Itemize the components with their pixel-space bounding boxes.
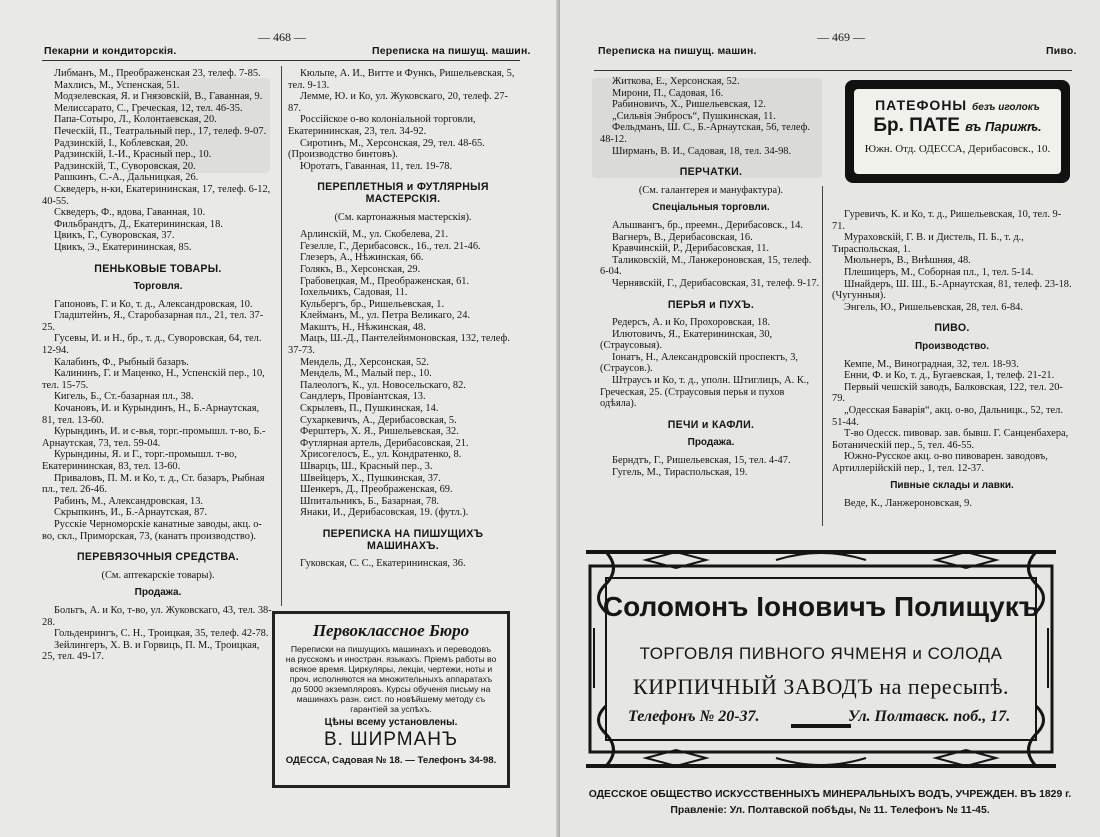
directory-entry: Илютовичъ, Я., Екатерининская, 30, (Страусовыя).	[600, 328, 773, 352]
ad-patefon-panel	[854, 89, 1061, 174]
directory-entry: Сухаркевичъ, А., Дерибасовская, 5.	[300, 414, 457, 426]
directory-entry: Кюльпе, А. И., Витте и Функъ, Ришельевская, 5, тел. 9-13.	[288, 68, 515, 91]
directory-entry: Т-во Одесск. пивовар. зав. бывш. Г. Санценбахера, Ботаническій пер., 5, тел. 46-55.	[832, 428, 1069, 451]
right-column-2	[832, 209, 1072, 510]
directory-entry: Шварцъ, Ш., Красный пер., 3.	[300, 461, 433, 472]
directory-entry: Ширманъ, В. И., Садовая, 18, тел. 34-98.	[612, 145, 792, 157]
ad-patefon-subtitle: безъ иголокъ	[972, 102, 1040, 113]
directory-entry: Мирони, П., Садовая, 16.	[612, 87, 724, 99]
directory-entry: „Сильвія Энбросъ“, Пушкинская, 11.	[612, 110, 776, 122]
directory-entry: Больтъ, А. и Ко, т-во, ул. Жуковскаго, 43, тел. 38-28.	[42, 604, 272, 628]
directory-entry: Гусевы, И. и Н., бр., т. д., Суворовская, 64, тел. 12-94.	[42, 333, 262, 357]
cross-reference-note: (См. картонажныя мастерскія).	[334, 211, 472, 223]
directory-entry: „Одесская Баварія“, акц. о-во, Дальницк., 52, тел. 51-44.	[832, 404, 1063, 428]
subsection-heading: Продажа.	[687, 437, 735, 449]
right-column-1	[600, 76, 822, 478]
directory-entry: Берндтъ, Г., Ришельевская, 15, тел. 4-47.	[612, 455, 791, 467]
directory-entry: Скведеръ, Ф., вдова, Гаванная, 10.	[54, 207, 206, 219]
left-column-2	[288, 68, 518, 570]
directory-entry: Скрыпкинъ, И., Б.-Арнаутская, 87.	[54, 507, 208, 519]
directory-entry: Сиротинъ, М., Херсонская, 29, тел. 48-65. (Производство бинтовъ).	[288, 137, 485, 161]
footer-line-1: ОДЕССКОЕ ОБЩЕСТВО ИСКУССТВЕННЫХЪ МИНЕРАЛЬНЫХЪ ВОДЪ, УЧРЕЖДЕН. ВЪ 1829 г.	[588, 789, 1072, 800]
header-rule	[42, 60, 520, 61]
directory-entry: Іонатъ, Н., Александровскій проспектъ, 3, (Страусов.).	[600, 351, 799, 375]
directory-entry: Курындины, Я. и Г., торг.-промышл. т-во, Екатерининская, 83, тел. 13-60.	[42, 449, 237, 472]
directory-entry: Штраусъ и Ко, т. д., уполн. Штиглицъ, А. К., Греческая, 25. (Страусовыя перья и пухов одѣяла).	[600, 375, 809, 410]
directory-entry: Кочановъ, И. и Курындинъ, Н., Б.-Арнаутская, 81, тел. 13-60.	[42, 403, 260, 426]
directory-entry: Сандлеръ, Провіантская, 13.	[300, 391, 426, 403]
directory-entry: Мацъ, Ш.-Д., Пантелейнмоновская, 132, телеф. 37-73.	[288, 333, 510, 357]
directory-entry: Альшвангъ, бр., преемн., Дерибасовск., 14.	[612, 219, 803, 231]
directory-entry: Цвикъ, Г., Суворовская, 37.	[54, 230, 175, 242]
directory-entry: Кемпе, М., Виноградная, 32, тел. 18-93.	[844, 358, 1019, 370]
section-heading: ПЕРЕПИСКА НА ПИШУЩИХЪ МАШИНАХЪ.	[322, 527, 484, 552]
subsection-heading: Производство.	[914, 340, 990, 352]
ad-polishuk-address: Ул. Полтавск. поб., 17.	[848, 708, 1011, 725]
column-divider	[281, 66, 282, 606]
section-heading: ПЕРЕПЛЕТНЫЯ и ФУТЛЯРНЫЯ МАСТЕРСКІЯ.	[317, 181, 489, 205]
directory-entry: Цвикъ, Э., Екатерининская, 85.	[54, 241, 192, 253]
directory-entry: Шенкеръ, Д., Преображенская, 69.	[300, 484, 453, 496]
directory-entry: Радзинскій, І.-И., Красный пер., 10.	[54, 149, 212, 161]
directory-entry: Глезеръ, А., Нѣжинская, 66.	[300, 252, 424, 264]
directory-entry: Лемме, Ю. и Ко, ул. Жуковскаго, 20, телеф. 27-87.	[288, 91, 509, 114]
subsection-heading: Пивные склады и лавки.	[890, 480, 1014, 492]
section-heading: ПЕЧИ и КАФЛИ.	[667, 418, 755, 431]
directory-entry: Зейлингеръ, Х. В. и Горвицъ, П. М., Троицкая, 25, тел. 49-17.	[42, 639, 260, 663]
directory-entry: Кравчинскій, Р., Дерибасовская, 11.	[612, 243, 769, 255]
directory-entry: Скведеръ, н-ки, Екатерининская, 17, телеф. 6-12, 40-55.	[42, 183, 271, 207]
directory-entry: Фельдманъ, Ш. С., Б.-Арнаутская, 56, телеф. 48-12.	[600, 122, 810, 145]
directory-entry: Фильбрандтъ, Д., Екатерининская, 18.	[54, 218, 223, 230]
ad-shirman	[272, 611, 510, 788]
ad-polishuk-trade: ТОРГОВЛЯ ПИВНОГО ЯЧМЕНЯ и СОЛОДА	[639, 644, 1003, 663]
ad-patefon	[845, 80, 1070, 183]
running-header-left: Пекарни и кондиторскія.	[44, 45, 177, 57]
directory-entry: Шнайдеръ, Ш. Ш., Б.-Арнаутская, 81, телеф. 23-18. (Чугунныя).	[832, 278, 1072, 302]
directory-entry: Веде, К., Ланжероновская, 9.	[844, 498, 972, 510]
cross-reference-note: (См. аптекарскіе товары).	[101, 569, 215, 581]
directory-entry: Рабиновичъ, Х., Ришельевская, 12.	[612, 99, 766, 111]
directory-entry: Рашкинъ, С.-А., Дальницкая, 26.	[54, 172, 199, 184]
ad-patefon-line2	[854, 115, 1061, 137]
directory-entry: Іохельчикъ, Садовая, 11.	[300, 287, 408, 299]
directory-entry: Калабинъ, Ф., Рыбный базаръ.	[54, 356, 189, 368]
footer-line-2: Правленіе: Ул. Полтавской побѣды, № 11. Телефонъ № 11-45.	[670, 805, 990, 816]
ad-polishuk-phone: Телефонъ № 20-37.	[628, 708, 760, 725]
directory-entry: Мендель, Д., Херсонская, 52.	[300, 356, 429, 368]
subsection-heading: Спеціальныя торговли.	[652, 202, 770, 214]
directory-entry: Клейманъ, М., ул. Петра Великаго, 24.	[300, 310, 471, 322]
running-header-right: Пиво.	[1046, 45, 1077, 57]
ad-shirman-name: В. ШИРМАНЪ	[323, 729, 459, 750]
directory-entry: Южно-Русское акц. о-во пивоварен. заводовъ, Артиллерійскій пер., 1, тел. 12-37.	[832, 451, 1048, 474]
directory-entry: Хрисогелосъ, Е., ул. Кондратенко, 8.	[300, 449, 462, 461]
directory-entry: Приваловъ, П. М. и Ко, т. д., Ст. базаръ, Рыбная пл., тел. 26-46.	[42, 472, 265, 496]
header-rule	[594, 70, 1072, 71]
directory-entry: Гуковская, С. С., Екатерининская, 36.	[300, 558, 466, 570]
directory-entry: Мелиссарато, С., Греческая, 12, тел. 46-35.	[54, 102, 243, 114]
directory-entry: Ферштеръ, Х. Я., Ришельевская, 32.	[300, 426, 459, 438]
directory-entry: Чернявскій, Г., Дерибасовская, 31, телеф. 9-17.	[612, 277, 820, 289]
directory-entry: Скрылевъ, П., Пушкинская, 14.	[300, 403, 439, 415]
directory-entry: Арлинскій, М., ул. Скобелева, 21.	[300, 229, 449, 241]
section-heading: ПЕРЧАТКИ.	[679, 166, 743, 179]
running-header-left: Переписка на пишущ. машин.	[598, 45, 757, 57]
ad-patefon-address: Южн. Отд. ОДЕССА, Дерибасовск., 10.	[864, 143, 1051, 155]
running-header-right: Переписка на пишущ. машин.	[372, 45, 531, 57]
directory-entry: Кигель, Б., Ст.-базарная пл., 38.	[54, 391, 194, 403]
ad-polishuk-name: Соломонъ Іоновичъ Полищукъ	[602, 591, 1040, 622]
ad-patefon-title: ПАТЕФОНЫ	[875, 97, 968, 113]
directory-entry: Модзелевская, Я. и Гнязовскій, В., Гаванная, 9.	[54, 91, 263, 103]
directory-entry: Редерсъ, А. и Ко, Прохоровская, 18.	[612, 317, 770, 329]
directory-entry: Шпитальникъ, Б., Базарная, 78.	[300, 495, 440, 507]
ad-patefon-line1	[854, 97, 1061, 113]
directory-entry: Гезелле, Г., Дерибасовск., 16., тел. 21-46.	[300, 240, 481, 252]
directory-entry: Гуревичъ, К. и Ко, т. д., Ришельевская, 10, тел. 9-71.	[832, 209, 1062, 232]
directory-entry: Рабинъ, М., Александровская, 13.	[54, 495, 203, 507]
directory-entry: Калининъ, Г. и Маценко, Н., Успенскій пер., 10, тел. 15-75.	[42, 368, 265, 391]
directory-entry: Палеологъ, К., ул. Новосельскаго, 82.	[300, 379, 466, 391]
ad-polishuk	[586, 548, 1056, 770]
ad-shirman-body: Переписки на пишущихъ машинахъ и переводовъ на русскомъ и иностран. языкахъ. Пріемъ работы во всякое время. Циркуляры, лекціи, чертежи, ноты и проч. исполняются на множительныхъ аппаратахъ до 5000 экземпляровъ. Курсы обученія письму на машинахъ разн. сист. по новѣйшему методу съ гарантіей за успѣхъ.	[285, 644, 497, 714]
directory-entry: Россійское о-во колоніальной торговли, Екатерининская, 23, тел. 34-92.	[288, 114, 476, 137]
directory-entry: Кульбергъ, бр., Ришельевская, 1.	[300, 298, 445, 310]
directory-entry: Гольденрингъ, С. Н., Троицкая, 35, телеф. 42-78.	[54, 628, 269, 640]
directory-entry: Мюльнеръ, В., Внѣшняя, 48.	[844, 255, 971, 267]
directory-entry: Футлярная артель, Дерибасовская, 21.	[300, 437, 469, 449]
directory-entry: Житкова, Е., Херсонская, 52.	[612, 76, 740, 87]
directory-entry: Вагнеръ, В., Дерибасовская, 16.	[612, 231, 753, 243]
section-heading: ПЕРЕВЯЗОЧНЫЯ СРЕДСТВА.	[76, 551, 240, 564]
directory-entry: Гапоновъ, Г. и Ко, т. д., Александровская, 10.	[54, 298, 253, 310]
ad-patefon-brand-city: въ Парижѣ.	[965, 119, 1042, 134]
directory-entry: Печескій, П., Театральный пер., 17, телеф. 9-07.	[54, 125, 267, 137]
directory-entry: Янаки, И., Дерибасовская, 19. (футл.).	[300, 507, 469, 519]
section-heading: ПЕНЬКОВЫЕ ТОВАРЫ.	[94, 262, 222, 275]
directory-entry: Голякъ, В., Херсонская, 29.	[300, 263, 421, 275]
directory-entry: Макштъ, Н., Нѣжинская, 48.	[300, 321, 426, 333]
directory-entry: Радзинскій, Т., Суворовская, 20.	[54, 160, 196, 172]
directory-entry: Гугель, М., Тираспольская, 19.	[612, 466, 748, 478]
directory-entry: Энгель, Ю., Ришельевская, 28, тел. 6-84.	[844, 301, 1023, 313]
subsection-heading: Продажа.	[134, 587, 182, 599]
directory-entry: Грабовецкая, М., Преображенская, 61.	[300, 275, 470, 287]
ad-shirman-prices: Цѣны всему установлены.	[324, 717, 458, 728]
ad-patefon-brand: Бр. ПАТЕ	[873, 115, 960, 136]
directory-entry: Курындинъ, И. и с-вья, торг.-промышл. т-во, Б.-Арнаутская, 73, тел. 59-04.	[42, 426, 266, 449]
directory-entry: Мураховскій, Г. В. и Дистель, П. Б., т. д., Тираспольская, 1.	[832, 232, 1024, 255]
ad-shirman-address: ОДЕССА, Садовая № 18. — Телефонъ 34-98.	[285, 755, 497, 766]
ad-polishuk-factory: КИРПИЧНЫЙ ЗАВОДЪ на пересыпѣ.	[633, 674, 1009, 699]
left-column-1	[42, 68, 274, 663]
directory-entry: Таликовскій, М., Ланжероновская, 15, телеф. 6-04.	[600, 254, 812, 278]
cross-reference-note: (См. галантерея и мануфактура).	[638, 184, 784, 196]
directory-entry: Юротатъ, Гаванная, 11, тел. 19-78.	[300, 160, 453, 172]
directory-entry: Енни, Ф. и Ко, т. д., Бугаевская, 1, телеф. 21-21.	[844, 370, 1055, 382]
directory-entry: Махлисъ, М., Успенская, 51.	[54, 79, 180, 91]
directory-entry: Либманъ, М., Преображенская 23, телеф. 7-85.	[54, 68, 261, 79]
directory-entry: Плешицеръ, М., Соборная пл., 1, тел. 5-14.	[844, 266, 1034, 278]
section-heading: ПЕРЬЯ и ПУХЪ.	[667, 298, 755, 311]
subsection-heading: Торговля.	[133, 281, 183, 293]
directory-entry: Папа-Сотыро, Л., Колонтаевская, 20.	[54, 114, 217, 126]
directory-entry: Мендель, М., Малый пер., 10.	[300, 368, 432, 380]
page-number: — 469 —	[817, 30, 865, 44]
page-number: — 468 —	[258, 30, 306, 44]
column-divider	[822, 186, 823, 526]
directory-entry: Радзинскій, І., Коблевская, 20.	[54, 137, 188, 149]
section-heading: ПИВО.	[934, 322, 970, 335]
directory-entry: Русскіе Черноморскіе канатные заводы, акц. о-во, скл., Приморская, 73, (канатъ производство).	[42, 518, 262, 542]
ad-shirman-title: Первоклассное Бюро	[312, 621, 470, 640]
directory-entry: Первый чешскій заводъ, Балковская, 122, тел. 20-79.	[832, 381, 1063, 405]
directory-entry: Швейцеръ, Х., Пушкинская, 37.	[300, 472, 441, 484]
directory-entry: Гладштейнъ, Я., Старобазарная пл., 21, тел. 37-25.	[42, 310, 264, 333]
